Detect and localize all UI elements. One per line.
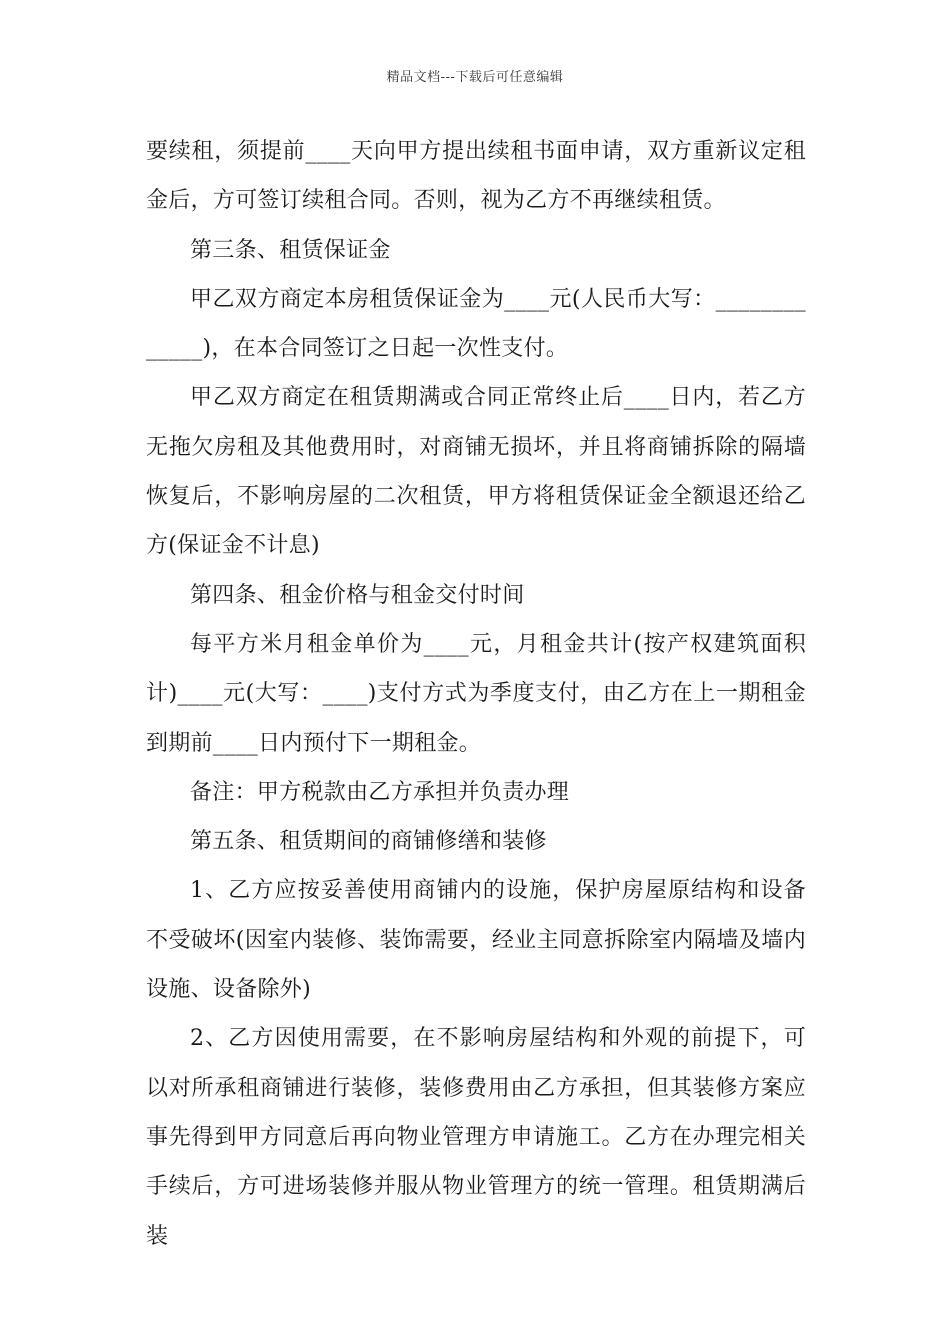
paragraph-clause-1: 1、乙方应按妥善使用商铺内的设施，保护房屋原结构和设备不受破坏(因室内装修、装饰需要，经业主同意拆除室内隔墙及墙内设施、设备除外) — [146, 878, 806, 1003]
document-body — [146, 127, 806, 1261]
heading-article-4: 第四条、租金价格与租金交付时间 — [190, 582, 525, 608]
heading-article-5: 第五条、租赁期间的商铺修缮和装修 — [190, 829, 547, 855]
paragraph-remark: 备注：甲方税款由乙方承担并负责办理 — [190, 779, 570, 805]
paragraph-renewal-continued: 要续租，须提前____天向甲方提出续租书面申请，双方重新议定租金后，方可签订续租合同。否则，视为乙方不再继续租赁。 — [146, 139, 806, 214]
paragraph-deposit-refund: 甲乙双方商定在租赁期满或合同正常终止后____日内，若乙方无拖欠房租及其他费用时，对商铺无损坏，并且将商铺拆除的隔墙恢复后，不影响房屋的二次租赁，甲方将租赁保证金全额退还给乙方(保证金不计息) — [146, 385, 806, 559]
page-header: 精品文档---下载后可任意编辑 — [386, 70, 564, 85]
paragraph-deposit-amount: 甲乙双方商定本房租赁保证金为____元(人民币大写：_____________)，在本合同签订之日起一次性支付。 — [146, 286, 806, 362]
paragraph-rent-price: 每平方米月租金单价为____元，月租金共计(按产权建筑面积计)____元(大写：____)支付方式为季度支付，由乙方在上一期租金到期前____日内预付下一期租金。 — [146, 631, 806, 756]
paragraph-clause-2: 2、乙方因使用需要，在不影响房屋结构和外观的前提下，可以对所承租商铺进行装修，装修费用由乙方承担，但其装修方案应事先得到甲方同意后再向物业管理方申请施工。乙方在办理完相关手续后，方可进场装修并服从物业管理方的统一管理。租赁期满后装 — [146, 1026, 806, 1249]
heading-article-3: 第三条、租赁保证金 — [190, 237, 391, 263]
